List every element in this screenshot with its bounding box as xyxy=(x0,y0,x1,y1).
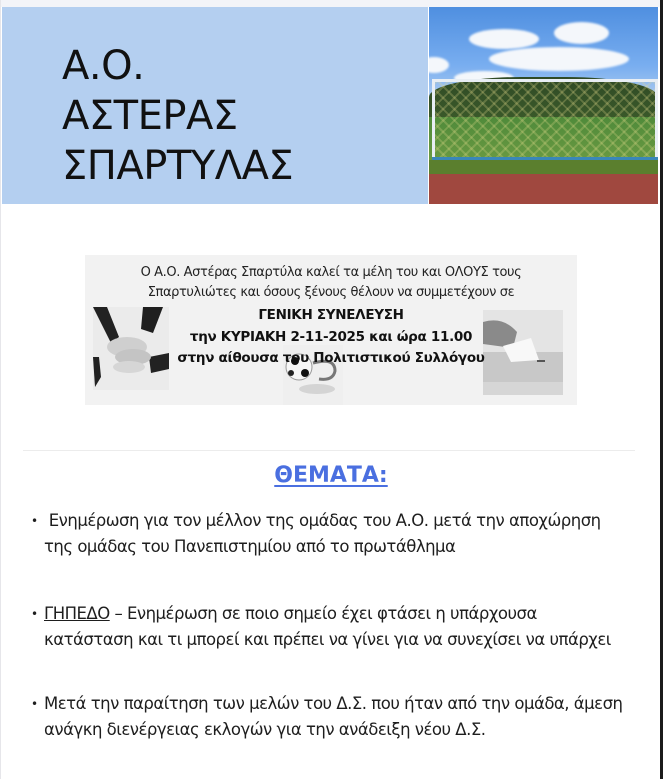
cloud-shape xyxy=(554,22,609,44)
topic-1-line-1: • Ενημέρωση για τον μέλλον της ομάδας του Α.Ο. μετά την αποχώρηση xyxy=(31,508,646,534)
invitation-line-2: Σπαρτυλιώτες και όσους ξένους θέλουν να συμμετέχουν σε xyxy=(147,285,515,300)
event-location: στην αίθουσα του Πολιτιστικού Συλλόγου xyxy=(177,350,485,366)
club-title-line-3: ΣΠΑΡΤΥΛΑΣ xyxy=(62,143,294,189)
grass-band xyxy=(429,160,658,174)
topics-heading-text: ΘΕΜΑΤΑ: xyxy=(274,463,388,488)
soccer-goal-photo xyxy=(429,7,658,204)
goal-net xyxy=(432,79,658,159)
cloud-shape xyxy=(429,57,449,73)
topic-2-prefix: ΓΗΠΕΔΟ xyxy=(44,604,110,623)
cloud-shape xyxy=(489,47,629,71)
topic-2-line-1: • ΓΗΠΕΔΟ – Ενημέρωση σε ποιο σημείο έχει φτάσει η υπάρχουσα xyxy=(31,601,646,627)
topics-heading xyxy=(1,463,661,488)
running-track xyxy=(429,174,658,204)
topic-item-3 xyxy=(31,691,646,743)
invitation-banner xyxy=(85,255,577,405)
club-title-line-1: Α.Ο. xyxy=(62,43,145,89)
topic-1-line-2: της ομάδας του Πανεπιστημίου από το πρωτάθλημα xyxy=(44,537,456,556)
bullet-icon: • xyxy=(31,697,38,711)
invitation-line-1: Ο Α.Ο. Αστέρας Σπαρτύλα καλεί τα μέλη του και ΟΛΟΥΣ τους xyxy=(140,265,522,280)
header-banner xyxy=(2,7,428,204)
topic-item-2 xyxy=(31,601,646,653)
club-title-line-2: ΑΣΤΕΡΑΣ xyxy=(62,93,238,139)
top-margin xyxy=(1,0,661,7)
topic-2-line-2: κατάσταση και τι μπορεί και πρέπει να γίνει για να συνεχίσει να υπάρχει xyxy=(44,630,611,649)
section-divider xyxy=(23,450,635,451)
bullet-icon: • xyxy=(31,607,38,621)
event-datetime: την ΚΥΡΙΑΚΗ 2-11-2025 και ώρα 11.00 xyxy=(189,329,473,345)
topic-item-1 xyxy=(31,508,646,560)
event-title: ΓΕΝΙΚΗ ΣΥΝΕΛΕΥΣΗ xyxy=(258,307,404,323)
topic-3-line-1: • Μετά την παραίτηση των μελών του Δ.Σ. που ήταν από την ομάδα, άμεση xyxy=(31,691,646,717)
club-title xyxy=(62,41,293,191)
bullet-icon: • xyxy=(31,514,38,528)
cloud-shape xyxy=(469,29,539,49)
topic-3-line-2: ανάγκη διενέργειας εκλογών για την ανάδειξη νέου Δ.Σ. xyxy=(44,720,486,739)
